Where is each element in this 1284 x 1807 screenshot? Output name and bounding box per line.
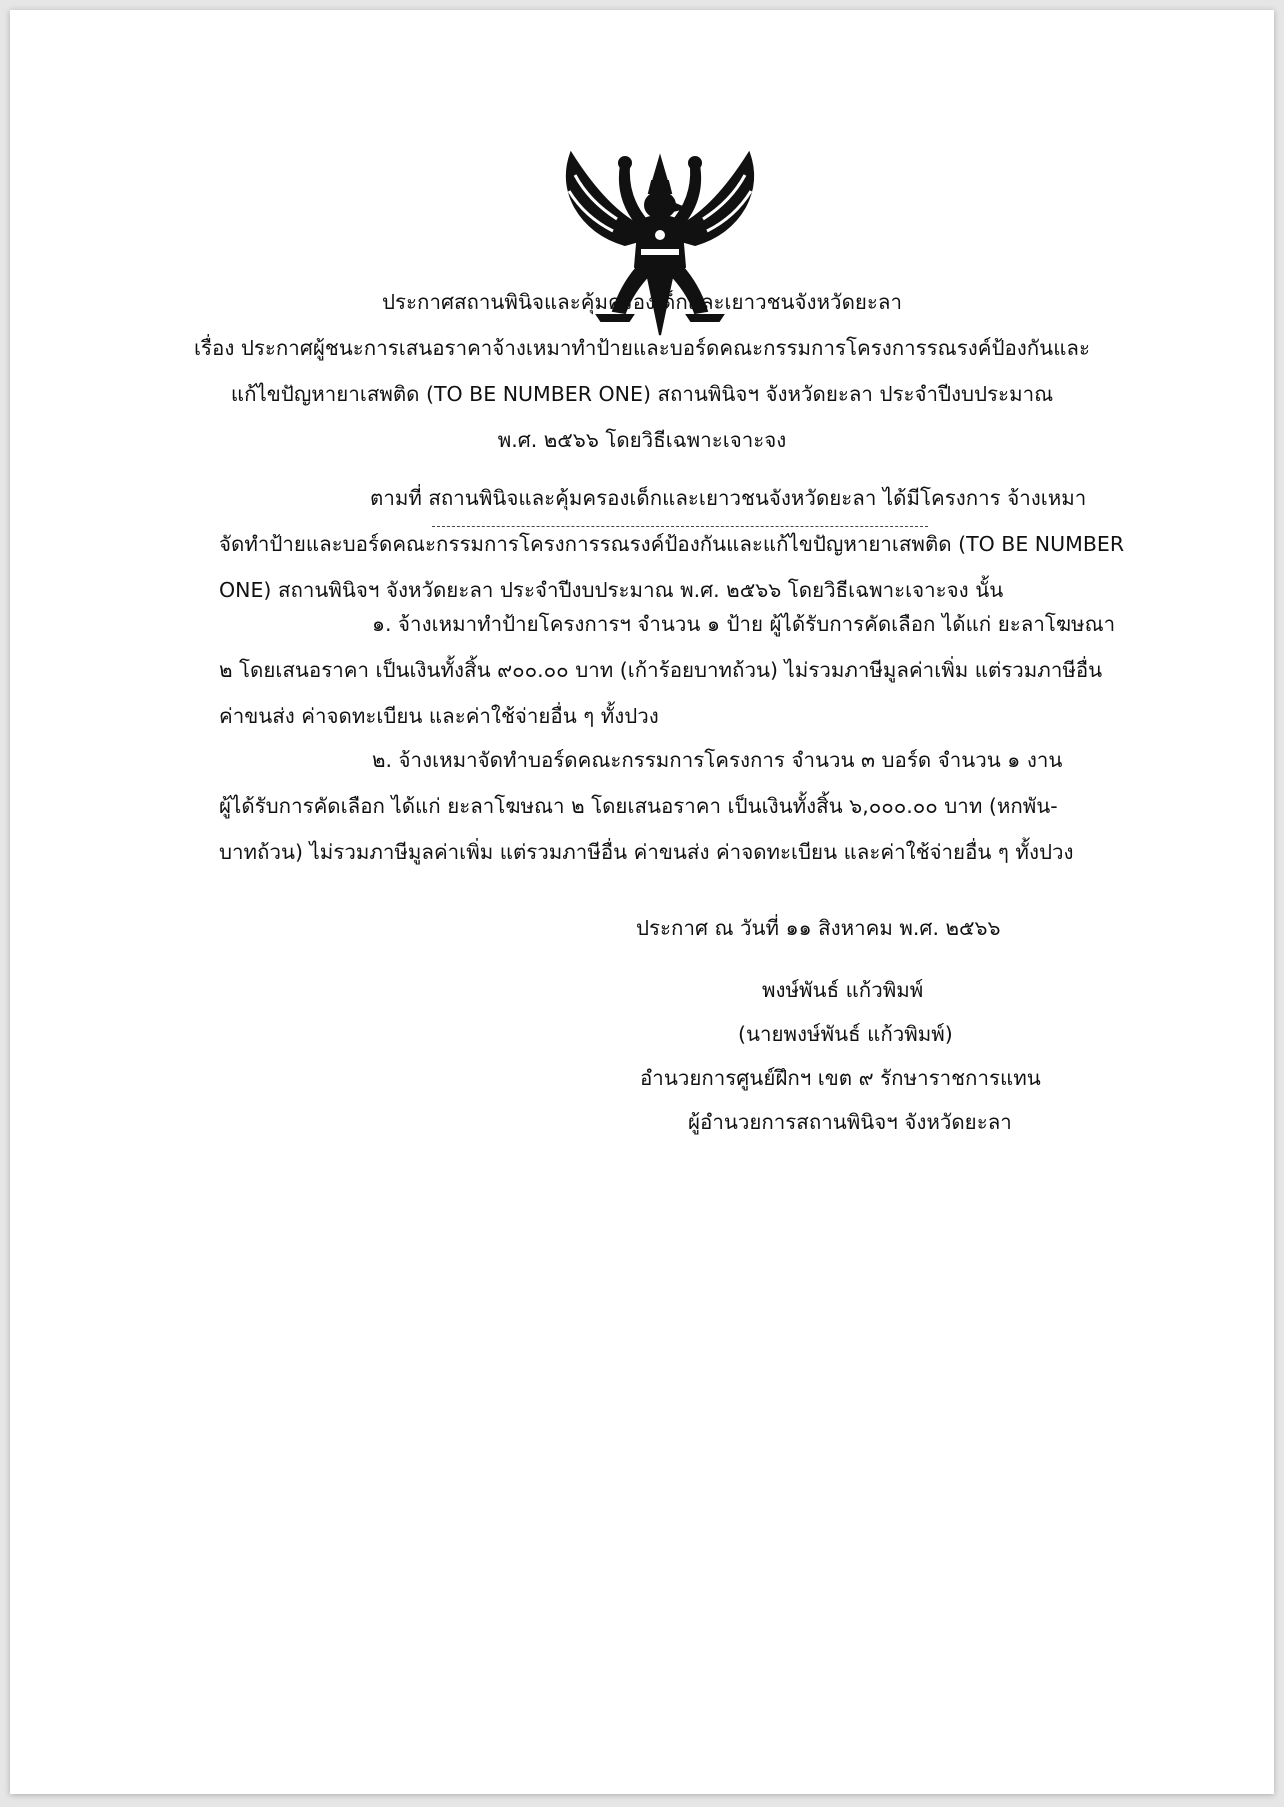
subject-line-1: เรื่อง ประกาศผู้ชนะการเสนอราคาจ้างเหมาทำป้ายและบอร์ดคณะกรรมการโครงการรณรงค์ป้องกันและ [194, 336, 1090, 360]
item-1-line-3: ค่าขนส่ง ค่าจดทะเบียน และค่าใช้จ่ายอื่น ๆ ทั้งปวง [219, 704, 659, 728]
item-2-line-3: บาทถ้วน) ไม่รวมภาษีมูลค่าเพิ่ม แต่รวมภาษีอื่น ค่าขนส่ง ค่าจดทะเบียน และค่าใช้จ่ายอื่น ๆ ทั้งปวง [219, 840, 1074, 864]
signature: พงษ์พันธ์ แก้วพิมพ์ [762, 978, 924, 1002]
subject-line-2: แก้ไขปัญหายาเสพติด (TO BE NUMBER ONE) สถานพินิจฯ จังหวัดยะลา ประจำปีงบประมาณ [230, 382, 1054, 406]
document-page [10, 10, 1274, 1794]
signatory-position-1: อำนวยการศูนย์ฝึกฯ เขต ๙ รักษาราชการแทน [640, 1066, 1041, 1090]
intro-line-2: จัดทำป้ายและบอร์ดคณะกรรมการโครงการรณรงค์ป้องกันและแก้ไขปัญหายาเสพติด (TO BE NUMBER [219, 532, 1125, 556]
announcement-date: ประกาศ ณ วันที่ ๑๑ สิงหาคม พ.ศ. ๒๕๖๖ [636, 916, 1001, 940]
intro-line-1: ตามที่ สถานพินิจและคุ้มครองเด็กและเยาวชนจังหวัดยะลา ได้มีโครงการ จ้างเหมา [370, 486, 1087, 510]
signatory-name: (นายพงษ์พันธ์ แก้วพิมพ์) [738, 1022, 953, 1046]
item-2-line-2: ผู้ได้รับการคัดเลือก ได้แก่ ยะลาโฆษณา ๒ โดยเสนอราคา เป็นเงินทั้งสิ้น ๖,๐๐๐.๐๐ บาท (หกพัน- [219, 794, 1058, 818]
agency-title: ประกาศสถานพินิจและคุ้มครองเด็กและเยาวชนจังหวัดยะลา [382, 290, 902, 314]
intro-line-3: ONE) สถานพินิจฯ จังหวัดยะลา ประจำปีงบประมาณ พ.ศ. ๒๕๖๖ โดยวิธีเฉพาะเจาะจง นั้น [219, 578, 1004, 602]
item-1-line-2: ๒ โดยเสนอราคา เป็นเงินทั้งสิ้น ๙๐๐.๐๐ บาท (เก้าร้อยบาทถ้วน) ไม่รวมภาษีมูลค่าเพิ่ม แต่รวมภาษีอื่น [219, 658, 1103, 682]
item-1-line-1: ๑. จ้างเหมาทำป้ายโครงการฯ จำนวน ๑ ป้าย ผู้ได้รับการคัดเลือก ได้แก่ ยะลาโฆษณา [372, 612, 1116, 636]
signatory-position-2: ผู้อำนวยการสถานพินิจฯ จังหวัดยะลา [688, 1110, 1012, 1134]
subject-line-3: พ.ศ. ๒๕๖๖ โดยวิธีเฉพาะเจาะจง [497, 428, 787, 452]
header-divider [432, 526, 928, 527]
item-2-line-1: ๒. จ้างเหมาจัดทำบอร์ดคณะกรรมการโครงการ จำนวน ๓ บอร์ด จำนวน ๑ งาน [372, 748, 1063, 772]
